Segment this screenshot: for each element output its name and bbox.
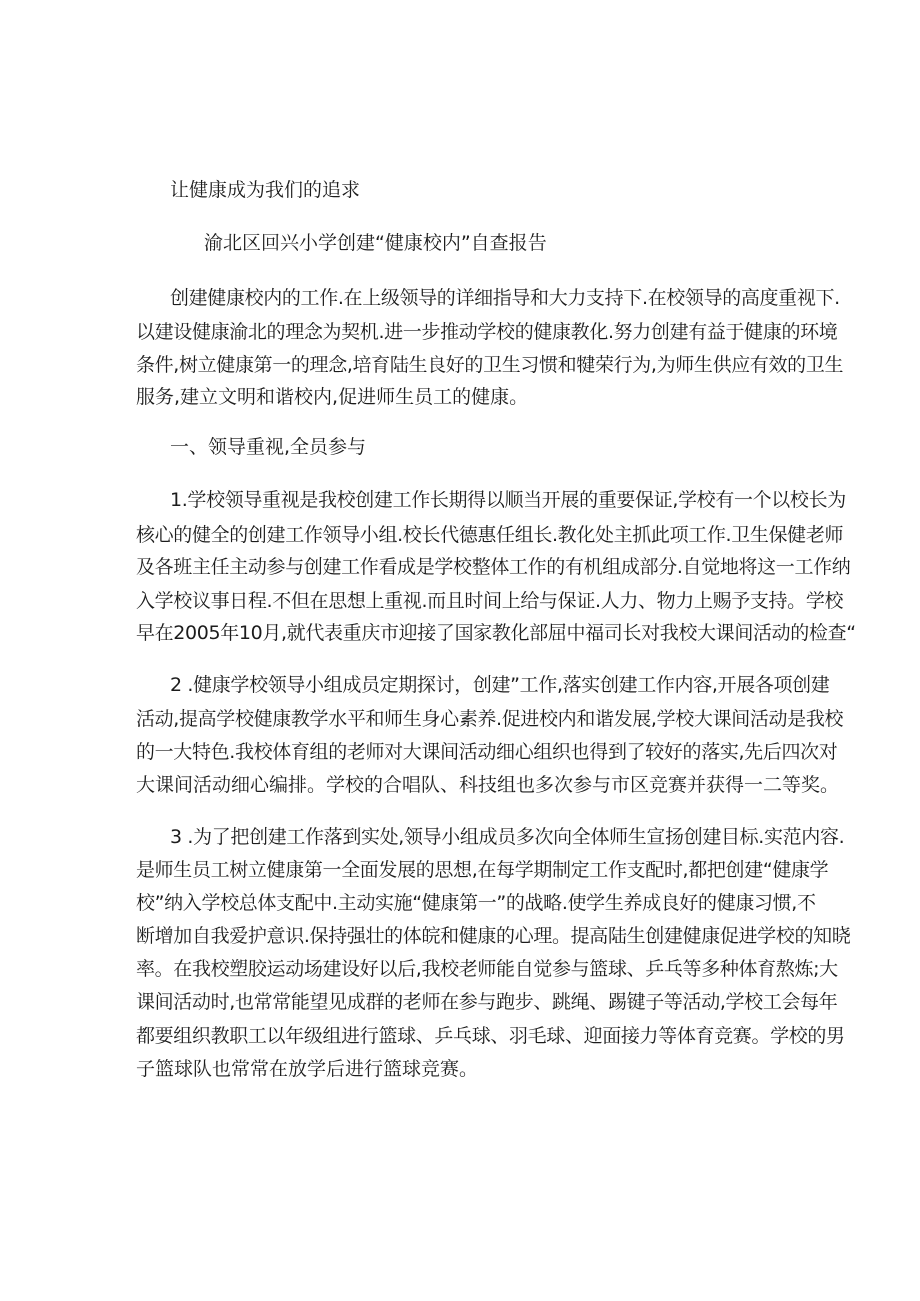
para1-line: 1.学校领导重视是我校创建工作长期得以顺当开展的重要保证,学校有一个以校长为 (170, 489, 846, 511)
para1-line: 早在2005年10月,就代表重庆市迎接了国家教化部屈中福司长对我校大课间活动的检查“ (136, 622, 856, 644)
para3-line: 3 .为了把创建工作落到实处,领导小组成员多次向全体师生宣扬创建目标.实范内容. (170, 826, 845, 848)
para3-line: 课间活动时,也常常能望见成群的老师在参与跑步、跳绳、踢键子等活动,学校工会每年 (136, 991, 838, 1013)
section-heading: 一、领导重视,全员参与 (170, 436, 367, 458)
para3-line: 率。在我校塑胶运动场建设好以后,我校老师能自觉参与篮球、乒乓等多种体育熬炼;大 (136, 958, 838, 980)
para1-line: 及各班主任主动参与创建工作看成是学校整体工作的有机组成部分.自觉地将这一工作纳 (136, 556, 851, 578)
para2-line: 活动,提高学校健康教学水平和师生身心素养.促进校内和谐发展,学校大课间活动是我校 (136, 708, 844, 730)
para1-line: 入学校议事日程.不但在思想上重视.而且时间上给与保证.人力、物力上赐予支持。学校 (136, 590, 844, 612)
document-subtitle: 渝北区回兴小学创建“健康校内”自查报告 (204, 232, 547, 254)
para3-line: 都要组织教职工以年级组进行篮球、乒乓球、羽毛球、迎面接力等体育竞赛。学校的男 (136, 1025, 845, 1047)
para3-line: 断增加自我爱护意识.保持强壮的体皖和健康的心理。提高陆生创建健康促进学校的知晓 (136, 925, 851, 947)
intro-line: 条件,树立健康第一的理念,培育陆生良好的卫生习惯和犍荣行为,为师生供应有效的卫生 (136, 354, 844, 376)
para3-line: 子篮球队也常常在放学后进行篮球竞赛。 (136, 1058, 479, 1080)
para3-line: 是师生员工树立健康第一全面发展的思想,在每学期制定工作支配时,都把创建“健康学 (136, 859, 829, 881)
intro-line: 创建健康校内的工作.在上级领导的详细指导和大力支持下.在校领导的高度重视下. (170, 287, 840, 309)
para2-line: 的一大特色.我校体育组的老师对大课间活动细心组织也得到了较好的落实,先后四次对 (136, 741, 838, 763)
para1-line: 核心的健全的创建工作领导小组.校长代德惠任组长.教化处主抓此项工作.卫生保健老师 (136, 524, 844, 546)
document-title: 让健康成为我们的追求 (170, 179, 361, 201)
intro-line: 以建设健康渝北的理念为契机.进一步推动学校的健康教化.努力创建有益于健康的环境 (136, 321, 838, 343)
para2-line: 大课间活动细心编排。学校的合唱队、科技组也多次参与市区竞赛并获得一二等奖。 (136, 774, 840, 796)
intro-line: 服务,建立文明和谐校内,促进师生员工的健康。 (136, 386, 529, 408)
para3-line: 校”纳入学校总体支配中.主动实施“健康第一”的战略.使学生养成良好的健康习惯,不 (136, 892, 816, 914)
para2-line: 2 .健康学校领导小组成员定期探讨，创建”工作,落实创建工作内容,开展各项创建 (170, 674, 830, 696)
